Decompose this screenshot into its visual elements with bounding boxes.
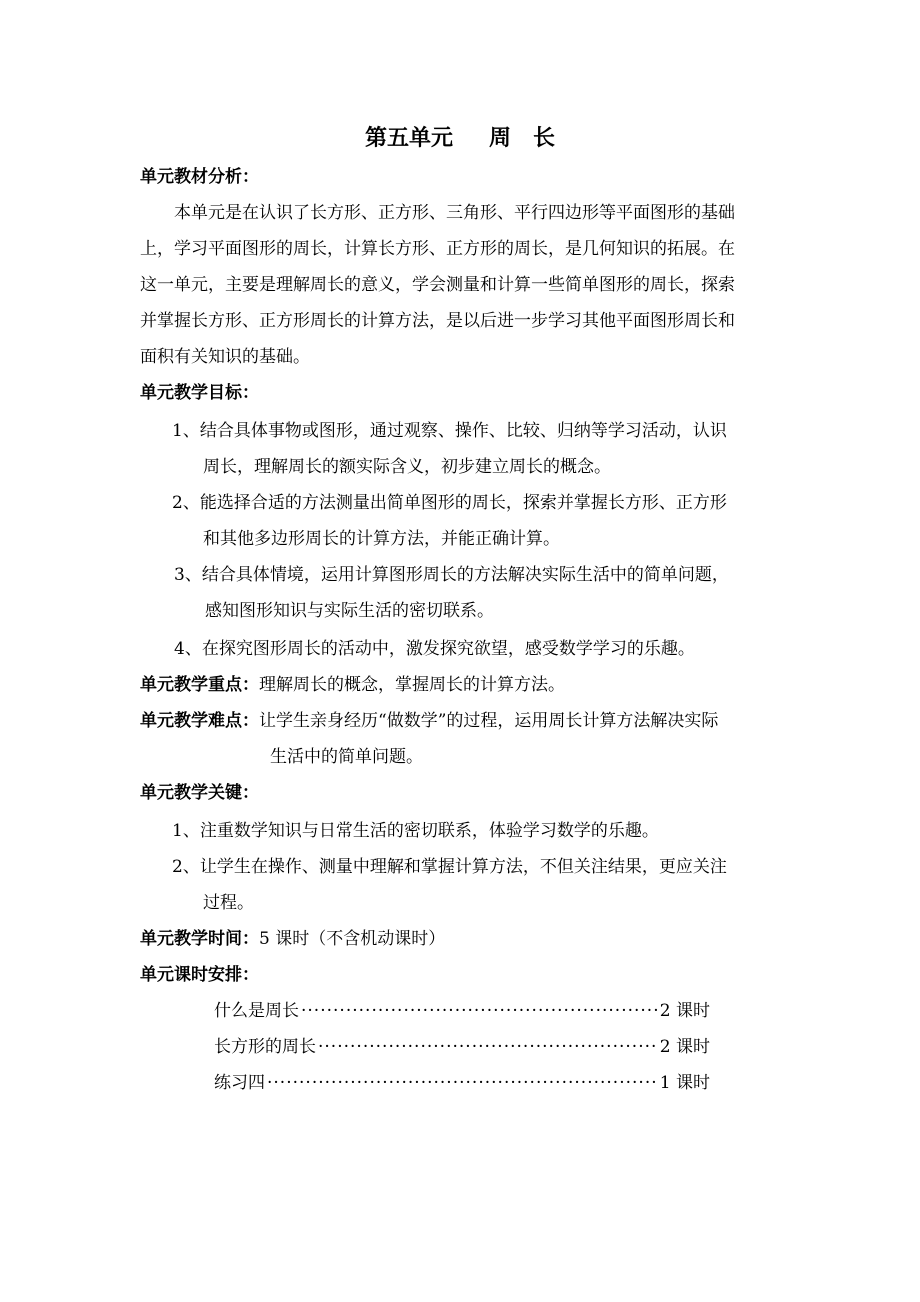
key-point-text: 理解周长的概念，掌握周长的计算方法。 xyxy=(259,675,565,695)
goal-item-line: 感知图形知识与实际生活的密切联系。 xyxy=(205,601,494,621)
time-text: 5 课时（不含机动课时） xyxy=(259,929,446,949)
leader-dots xyxy=(301,1000,658,1022)
leader-dots xyxy=(318,1036,658,1058)
analysis-line: 面积有关知识的基础。 xyxy=(140,347,310,367)
schedule-heading: 单元课时安排： xyxy=(140,965,259,985)
goal-item-line: 周长，理解周长的额实际含义，初步建立周长的概念。 xyxy=(203,457,611,477)
key-item-line: 1、注重数学知识与日常生活的密切联系，体验学习数学的乐趣。 xyxy=(172,821,659,841)
analysis-heading: 单元教材分析： xyxy=(140,167,259,187)
page-title xyxy=(0,124,920,152)
key-item-line: 过程。 xyxy=(203,893,254,913)
analysis-line: 本单元是在认识了长方形、正方形、三角形、平行四边形等平面图形的基础 xyxy=(174,203,735,223)
analysis-line: 这一单元，主要是理解周长的意义，学会测量和计算一些简单图形的周长，探索 xyxy=(140,275,735,295)
schedule-row xyxy=(214,1072,710,1094)
key-item-line: 2、让学生在操作、测量中理解和掌握计算方法，不但关注结果，更应关注 xyxy=(172,857,727,877)
goals-heading: 单元教学目标： xyxy=(140,383,259,403)
difficulty-text-cont: 生活中的简单问题。 xyxy=(270,747,423,767)
analysis-line: 上，学习平面图形的周长，计算长方形、正方形的周长，是几何知识的拓展。在 xyxy=(140,239,735,259)
lesson-name: 练习四 xyxy=(214,1073,265,1093)
schedule-row xyxy=(214,1000,710,1022)
lesson-name: 什么是周长 xyxy=(214,1001,299,1021)
goal-item-line: 2、能选择合适的方法测量出简单图形的周长，探索并掌握长方形、正方形 xyxy=(172,493,727,513)
goal-item-line: 和其他多边形周长的计算方法，并能正确计算。 xyxy=(203,529,560,549)
unit-number: 第五单元 xyxy=(364,125,453,151)
lesson-hours: 2 课时 xyxy=(659,1001,710,1021)
key-heading: 单元教学关键： xyxy=(140,783,259,803)
lesson-hours: 2 课时 xyxy=(659,1037,710,1057)
difficulty-text: 让学生亲身经历“做数学”的过程，运用周长计算方法解决实际 xyxy=(259,711,719,731)
lesson-name: 长方形的周长 xyxy=(214,1037,316,1057)
unit-topic: 周 长 xyxy=(489,125,556,151)
difficulty-row xyxy=(140,710,718,732)
schedule-row xyxy=(214,1036,710,1058)
lesson-hours: 1 课时 xyxy=(659,1073,710,1093)
key-point-row xyxy=(140,674,565,696)
time-row xyxy=(140,928,445,950)
analysis-line: 并掌握长方形、正方形周长的计算方法，是以后进一步学习其他平面图形周长和 xyxy=(140,311,735,331)
difficulty-label: 单元教学难点： xyxy=(140,711,259,731)
goal-item-line: 4、在探究图形周长的活动中，激发探究欲望，感受数学学习的乐趣。 xyxy=(174,639,695,659)
goal-item-line: 1、结合具体事物或图形，通过观察、操作、比较、归纳等学习活动，认识 xyxy=(172,421,727,441)
leader-dots xyxy=(267,1072,658,1094)
key-point-label: 单元教学重点： xyxy=(140,675,259,695)
goal-item-line: 3、结合具体情境，运用计算图形周长的方法解决实际生活中的简单问题， xyxy=(174,565,729,585)
time-label: 单元教学时间： xyxy=(140,929,259,949)
